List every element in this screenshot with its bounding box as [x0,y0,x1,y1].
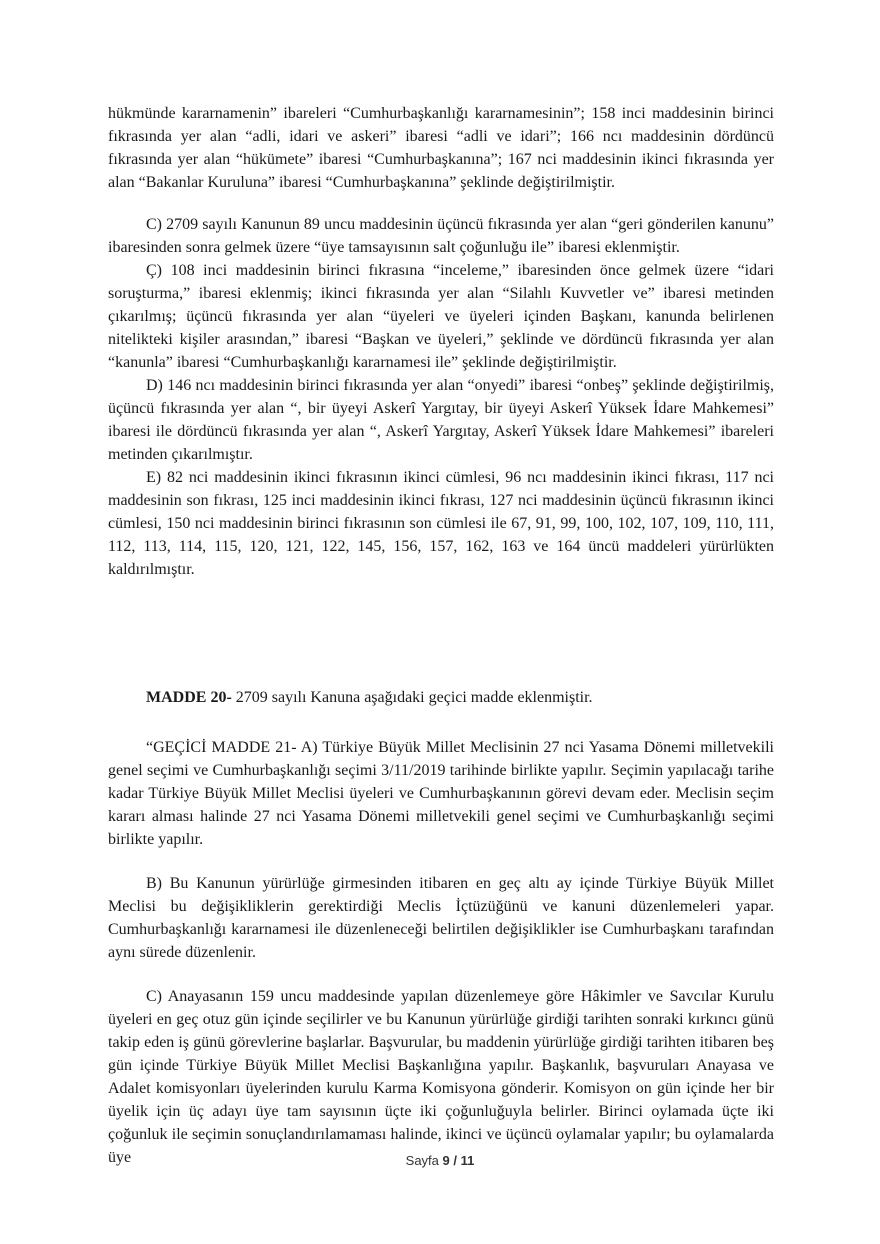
paragraph-d: D) 146 ncı maddesinin birinci fıkrasında yer alan “onyedi” ibaresi “onbeş” şeklinde değiştirilmiş, üçüncü fıkrasında yer alan “, bir üyeyi Askerî Yargıtay, bir üyeyi Askerî Yüksek İdare Mahkemesi” ibaresi ile dördüncü fıkrasında yer alan “, Askerî Yargıtay, Askerî Yüksek İdare Mahkemesi” ibareleri metinden çıkarılmıştır. [108,377,774,463]
page-separator: / [449,1153,461,1168]
page-footer [0,1153,880,1168]
paragraph-c: C) 2709 sayılı Kanunun 89 uncu maddesinin üçüncü fıkrasında yer alan “geri gönderilen kanunu” ibaresinden sonra gelmek üzere “üye tamsayısının salt çoğunluğu ile” ibaresi eklenmiştir. [108,216,774,256]
article-heading [108,686,774,709]
paragraph-continuation: hükmünde kararnamenin” ibareleri “Cumhurbaşkanlığı kararnamesinin”; 158 inci maddesinin birinci fıkrasında yer alan “adli, idari ve askeri” ibaresi “adli ve idari”; 166 ncı maddesinin dördüncü fıkrasında yer alan “hükümete” ibaresi “Cumhurbaşkanına”; 167 nci maddesinin ikinci fıkrasında yer alan “Bakanlar Kuruluna” ibaresi “Cumhurbaşkanına” şeklinde değiştirilmiştir. [108,105,774,191]
current-page-number: 9 [442,1153,450,1168]
body-block-1 [108,102,774,581]
body-block-2 [108,736,774,1169]
article-20-text: 2709 sayılı Kanuna aşağıdaki geçici madde eklenmiştir. [231,689,593,706]
page-label: Sayfa [405,1153,443,1168]
provisional-article-a: “GEÇİCİ MADDE 21- A) Türkiye Büyük Millet Meclisinin 27 nci Yasama Dönemi milletvekili genel seçimi ve Cumhurbaşkanlığı seçimi 3/11/2019 tarihinde birlikte yapılır. Seçimin yapılacağı tarihe kadar Türkiye Büyük Millet Meclisi üyeleri ve Cumhurbaşkanının görevi devam eder. Meclisin seçim kararı alması halinde 27 nci Yasama Dönemi milletvekili genel seçimi ve Cumhurbaşkanlığı seçimi birlikte yapılır. [108,739,774,848]
article-20-label: MADDE 20- [146,689,232,706]
paragraph-c-cedilla: Ç) 108 inci maddesinin birinci fıkrasına “inceleme,” ibaresinden önce gelmek üzere “idari soruşturma,” ibaresi eklenmiş; ikinci fıkrasında yer alan “Silahlı Kuvvetler ve” ibaresi metinden çıkarılmış; üçüncü fıkrasında yer alan “üyeleri ve üyeleri içinden Başkanı, kanunda belirlenen nitelikteki kişiler arasından,” ibaresi “Başkan ve üyeleri,” şeklinde ve dördüncü fıkrasında yer alan “kanunla” ibaresi “Cumhurbaşkanlığı kararnamesi ile” şeklinde değiştirilmiştir. [108,262,774,371]
provisional-article-c: C) Anayasanın 159 uncu maddesinde yapılan düzenlemeye göre Hâkimler ve Savcılar Kurulu üyeleri en geç otuz gün içinde seçilirler ve bu Kanunun yürürlüğe girdiği tarihten sonraki kırkıncı günü takip eden iş günü görevlerine başlarlar. Başvurular, bu maddenin yürürlüğe girdiği tarihten itibaren beş gün içinde Türkiye Büyük Millet Meclisi Başkanlığına yapılır. Başkanlık, başvuruları Anayasa ve Adalet komisyonları üyelerinden kurulu Karma Komisyona gönderir. Komisyon on gün içinde her bir üyelik için üç adayı üye tam sayısının üçte iki çoğunluğuyla belirler. Birinci oylamada üçte iki çoğunluk ile seçimin sonuçlandırılamaması halinde, ikinci ve üçüncü oylamalar yapılır; bu oylamalarda üye [108,988,774,1166]
total-pages: 11 [460,1153,475,1168]
paragraph-e: E) 82 nci maddesinin ikinci fıkrasının ikinci cümlesi, 96 ncı maddesinin ikinci fıkrası, 117 nci maddesinin son fıkrası, 125 inci maddesinin ikinci fıkrası, 127 nci maddesinin üçüncü fıkrasının ikinci cümlesi, 150 nci maddesinin birinci fıkrasının son cümlesi ile 67, 91, 99, 100, 102, 107, 109, 110, 111, 112, 113, 114, 115, 120, 121, 122, 145, 156, 157, 162, 163 ve 164 üncü maddeleri yürürlükten kaldırılmıştır. [108,469,774,578]
provisional-article-b: B) Bu Kanunun yürürlüğe girmesinden itibaren en geç altı ay içinde Türkiye Büyük Millet Meclisi bu değişikliklerin gerektirdiği Meclis İçtüzüğünü ve kanuni düzenlemeleri yapar. Cumhurbaşkanlığı kararnamesi ile düzenleneceği belirtilen değişiklikler ise Cumhurbaşkanı tarafından aynı sürede düzenlenir. [108,875,774,961]
article-20-line [108,686,774,709]
